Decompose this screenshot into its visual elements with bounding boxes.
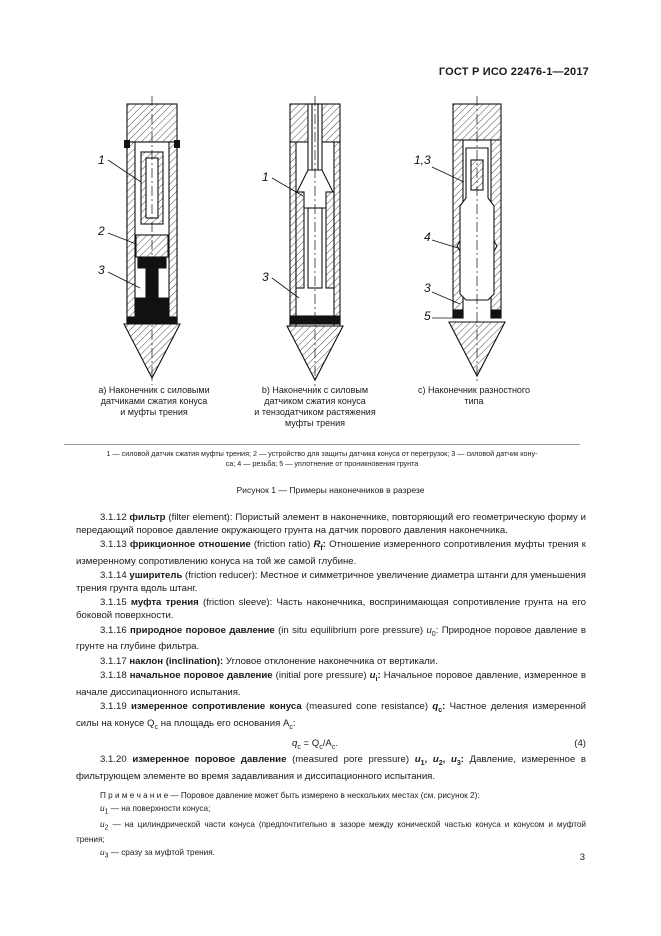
callout-c-13: 1,3 [414,153,431,167]
def-3-1-18: 3.1.18 начальное поровое давление (initial pore pressure) $u_i$: Начальное поровое давление, измеренное в начале диссипационного испытания. [76,670,586,698]
note-item-3: $u_3$ — сразу за муфтой трения. [100,847,215,860]
callout-b-1: 1 [262,170,269,184]
def-3-1-14: 3.1.14 уширитель (friction reducer): Местное и симметричное увеличение диаметра штанги для уменьшения трения грунта вдоль штанг. [76,570,586,594]
callout-b-3: 3 [262,270,269,284]
callout-a-1: 1 [98,153,105,167]
callout-c-3: 3 [424,281,431,295]
note-item-2: $u_2$ — на цилиндрической части конуса (предпочтительно в зазоре между конической частью конуса и конусом и муфтой трения; [76,820,586,844]
def-3-1-20: 3.1.20 измеренное поровое давление (measured pore pressure) $u_1$, $u_2$, $u_3$: Давление, измеренное в фильтрующем элементе во время задавливания и диссипационного испытания. [76,754,586,782]
callout-a-2: 2 [98,224,105,238]
document-header: ГОСТ Р ИСО 22476-1—2017 [438,66,589,78]
callout-c-4: 4 [424,230,431,244]
callout-a-3: 3 [98,263,105,277]
equation-4: $q_c = Q_c/A_c$. (4) [292,738,586,752]
def-3-1-19: 3.1.19 измеренное сопротивление конуса (measured cone resistance) $q_c$: Частное деления измеренной силы на конусе $Q_c$ на площадь его основания $A_c$: [76,701,587,731]
def-3-1-15: 3.1.15 муфта трения (friction sleeve): Часть наконечника, воспринимающая сопротивление грунта на его боковой поверхности. [76,597,587,622]
note-intro: П р и м е ч а н и е — Поровое давление может быть измерено в нескольких местах (см. рисунок 2): [100,790,480,800]
page-number: 3 [579,852,585,863]
caption-c: c) Наконечник разностного типа [417,385,531,406]
def-3-1-13: 3.1.13 фрикционное отношение (friction ratio) $R_f$: Отношение измеренного сопротивления муфты трения к измеренному сопротивлению конуса на той же самой глубине. [76,539,586,567]
figure-title: Рисунок 1 — Примеры наконечников в разрезе [236,485,425,495]
def-3-1-12: 3.1.12 фильтр (filter element): Пористый элемент в наконечнике, повторяющий его геометрическую форму и передающий поровое давление окружающего грунта на датчик порового давления наконечника. [76,512,587,536]
caption-b: b) Наконечник с силовым датчиком сжатия конуса и тензодатчиком растяжения муфты трения [254,385,376,428]
note-block [76,790,586,862]
def-3-1-16: 3.1.16 природное поровое давление (in situ equilibrium pore pressure) $u_0$: Природное поровое давление в грунте на глубине фильтра. [76,624,586,653]
def-3-1-17: 3.1.17 наклон (inclination): Угловое отклонение наконечника от вертикали. [100,655,438,667]
definitions-body [76,512,586,863]
equation-number: (4) [574,738,586,750]
callout-c-5: 5 [424,309,431,323]
caption-a: a) Наконечник с силовыми датчиками сжатия конуса и муфты трения [98,385,210,417]
figure-legend: 1 — силовой датчик сжатия муфты трения; 2 — устройство для защиты датчика конуса от перегрузок; 3 — силовой датчик кону- са; 4 — резьба; 5 — уплотнение от проникновения грунта [64,444,580,469]
note-item-1: $u_1$ — на поверхности конуса; [100,803,211,816]
